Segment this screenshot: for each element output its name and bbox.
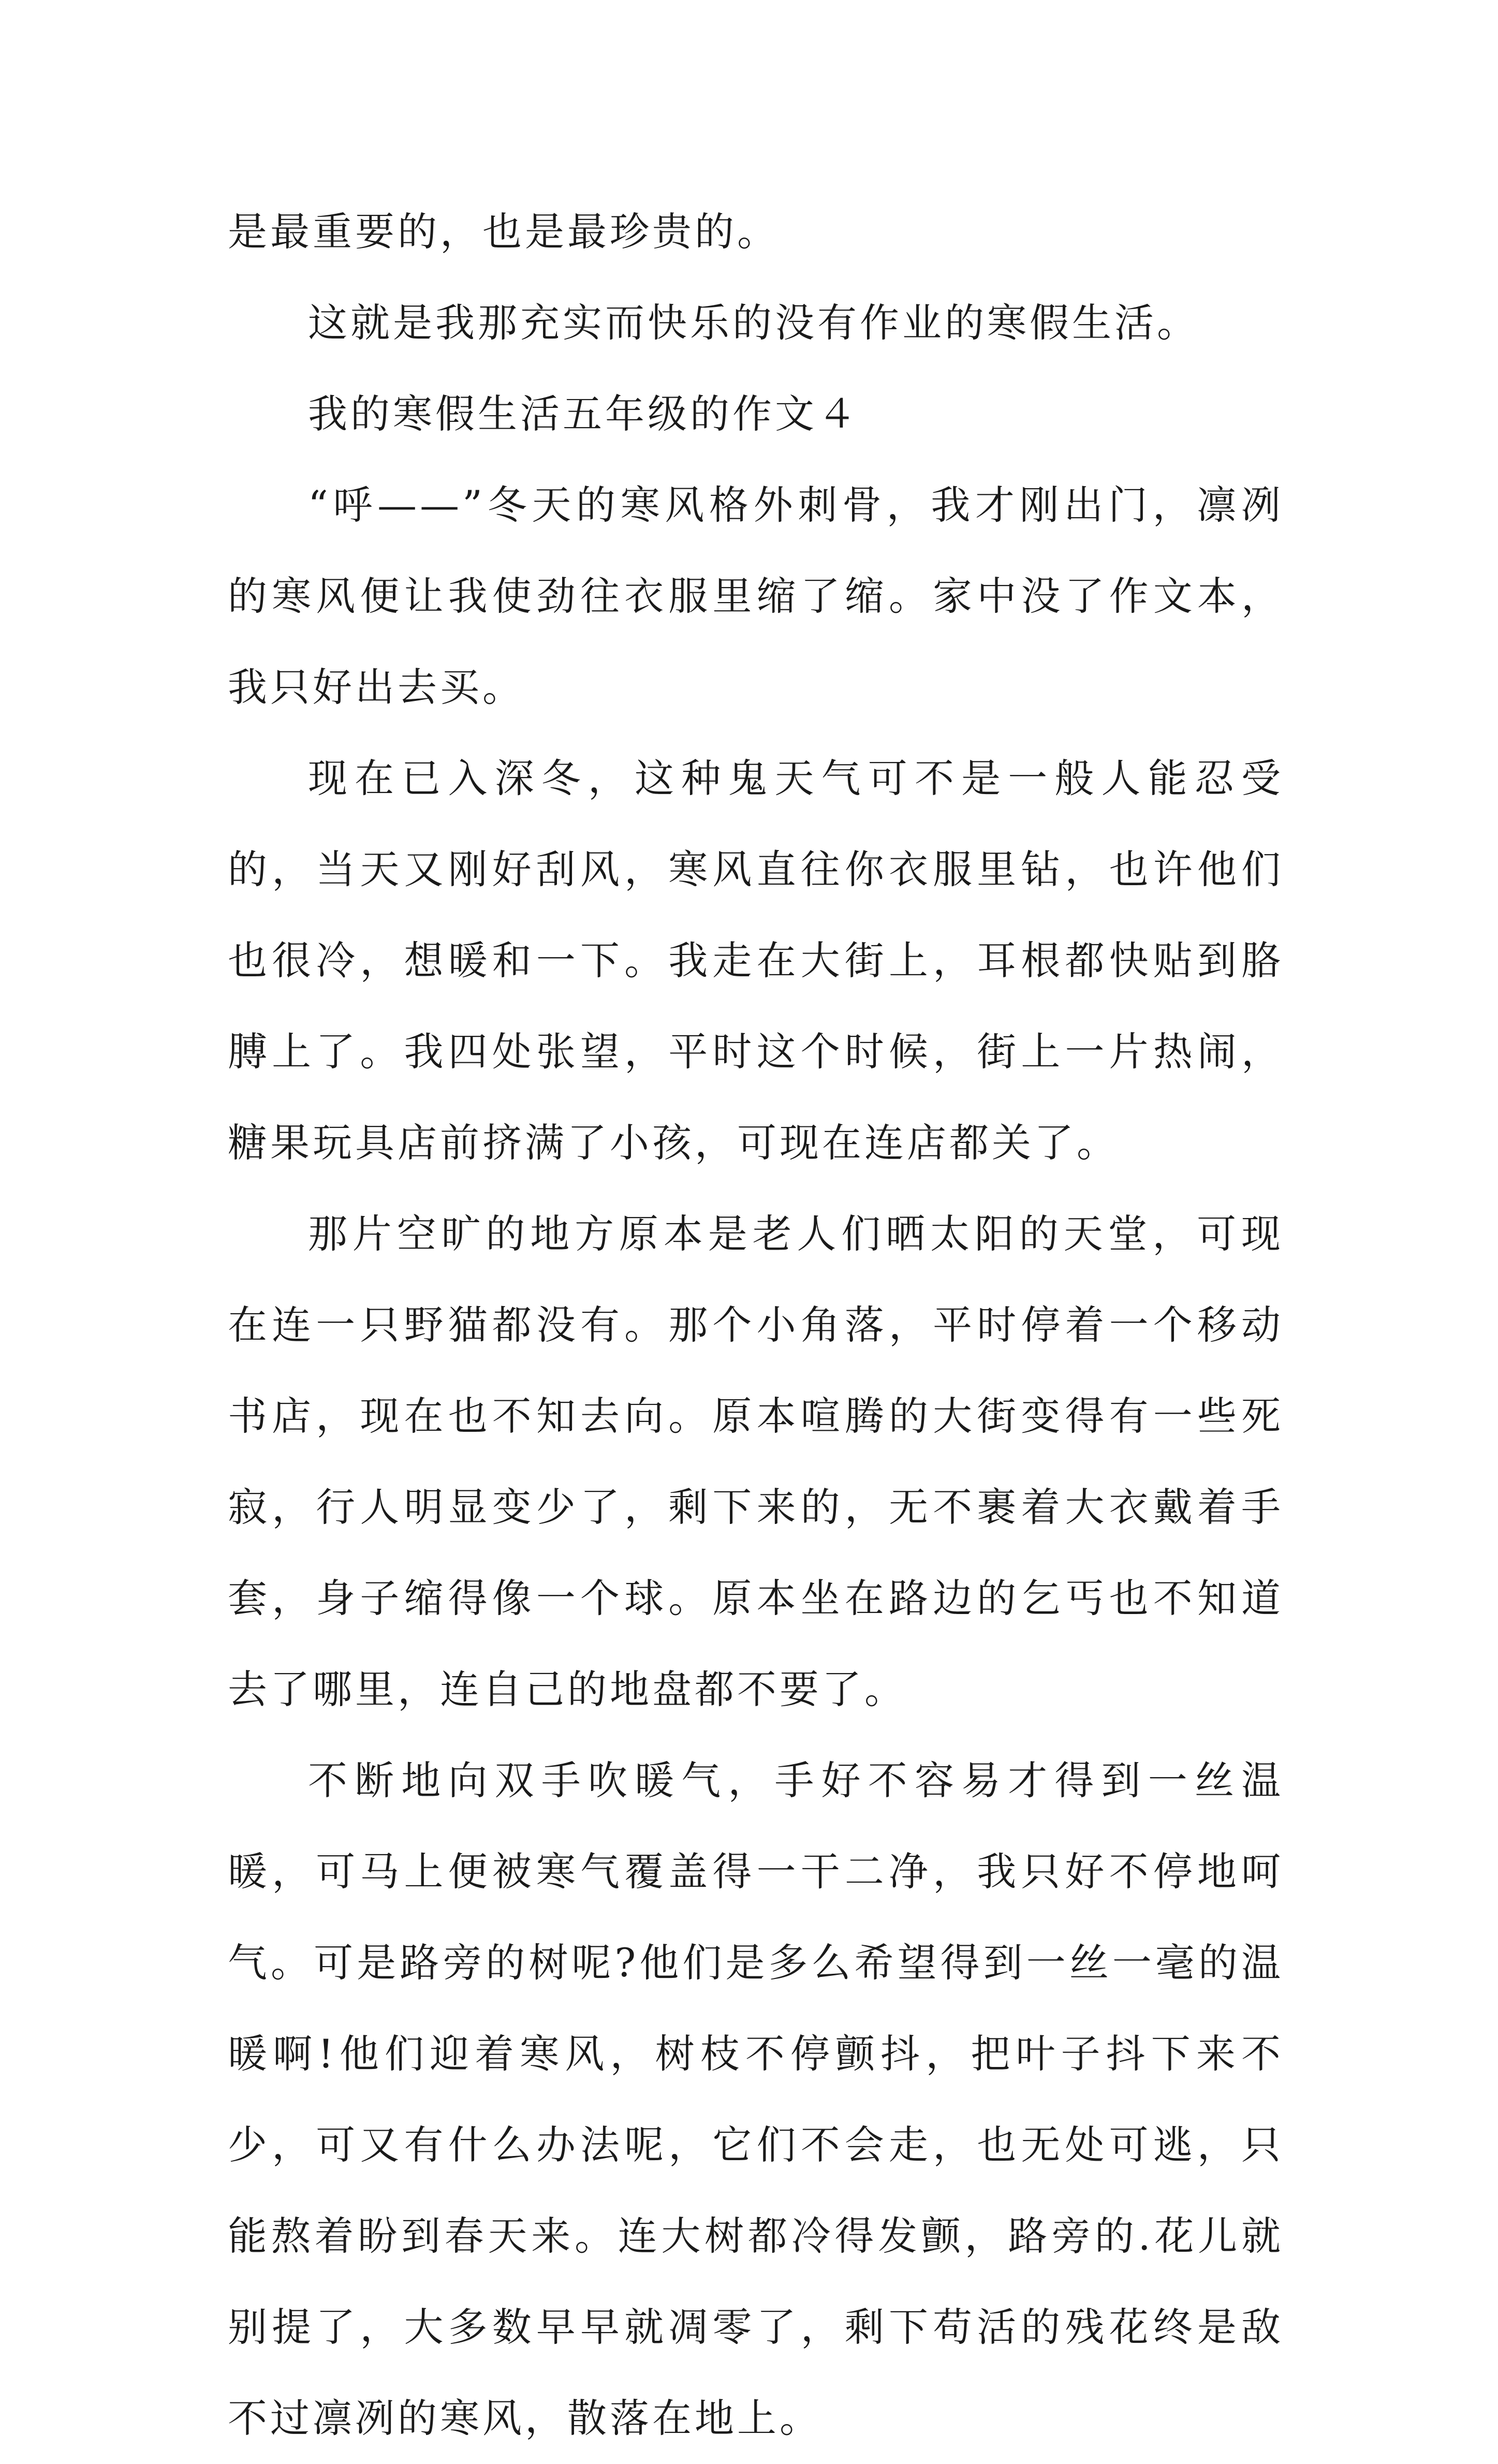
paragraph-5: 那片空旷的地方原本是老人们晒太阳的天堂，可现在连一只野猫都没有。那个小角落，平时停着一个移动书店，现在也不知去向。原本喧腾的大街变得有一些死寂，行人明显变少了，剩下来的，无不裹着大衣戴着手套，身子缩得像一个球。原本坐在路边的乞丐也不知道去了哪里，连自己的地盘都不要了。 — [228, 1211, 1284, 1712]
paragraph-6: 不断地向双手吹暖气，手好不容易才得到一丝温暖，可马上便被寒气覆盖得一干二净，我只好不停地呵气。可是路旁的树呢?他们是多么希望得到一丝一毫的温暖啊!他们迎着寒风，树枝不停颤抖，把叶子抖下来不少，可又有什么办法呢，它们不会走，也无处可逃，只能熬着盼到春天来。连大树都冷得发颤，路旁的.花儿就别提了，大多数早早就凋零了，剩下苟活的残花终是敌不过凛冽的寒风，散落在地上。 — [228, 1757, 1284, 2441]
section-heading: 我的寒假生活五年级的作文４ — [308, 391, 860, 437]
paragraph-1: 是最重要的，也是最珍贵的。 — [228, 209, 780, 255]
paragraph-2: 这就是我那充实而快乐的没有作业的寒假生活。 — [308, 300, 1199, 346]
paragraph-3: “呼——”冬天的寒风格外刺骨，我才刚出门，凛冽的寒风便让我使劲往衣服里缩了缩。家中没了作文本，我只好出去买。 — [228, 482, 1284, 710]
document-body — [228, 186, 1284, 2464]
paragraph-4: 现在已入深冬，这种鬼天气可不是一般人能忍受的，当天又刚好刮风，寒风直往你衣服里钻，也许他们也很冷，想暖和一下。我走在大街上，耳根都快贴到胳膊上了。我四处张望，平时这个时候，街上一片热闹，糖果玩具店前挤满了小孩，可现在连店都关了。 — [228, 755, 1284, 1166]
